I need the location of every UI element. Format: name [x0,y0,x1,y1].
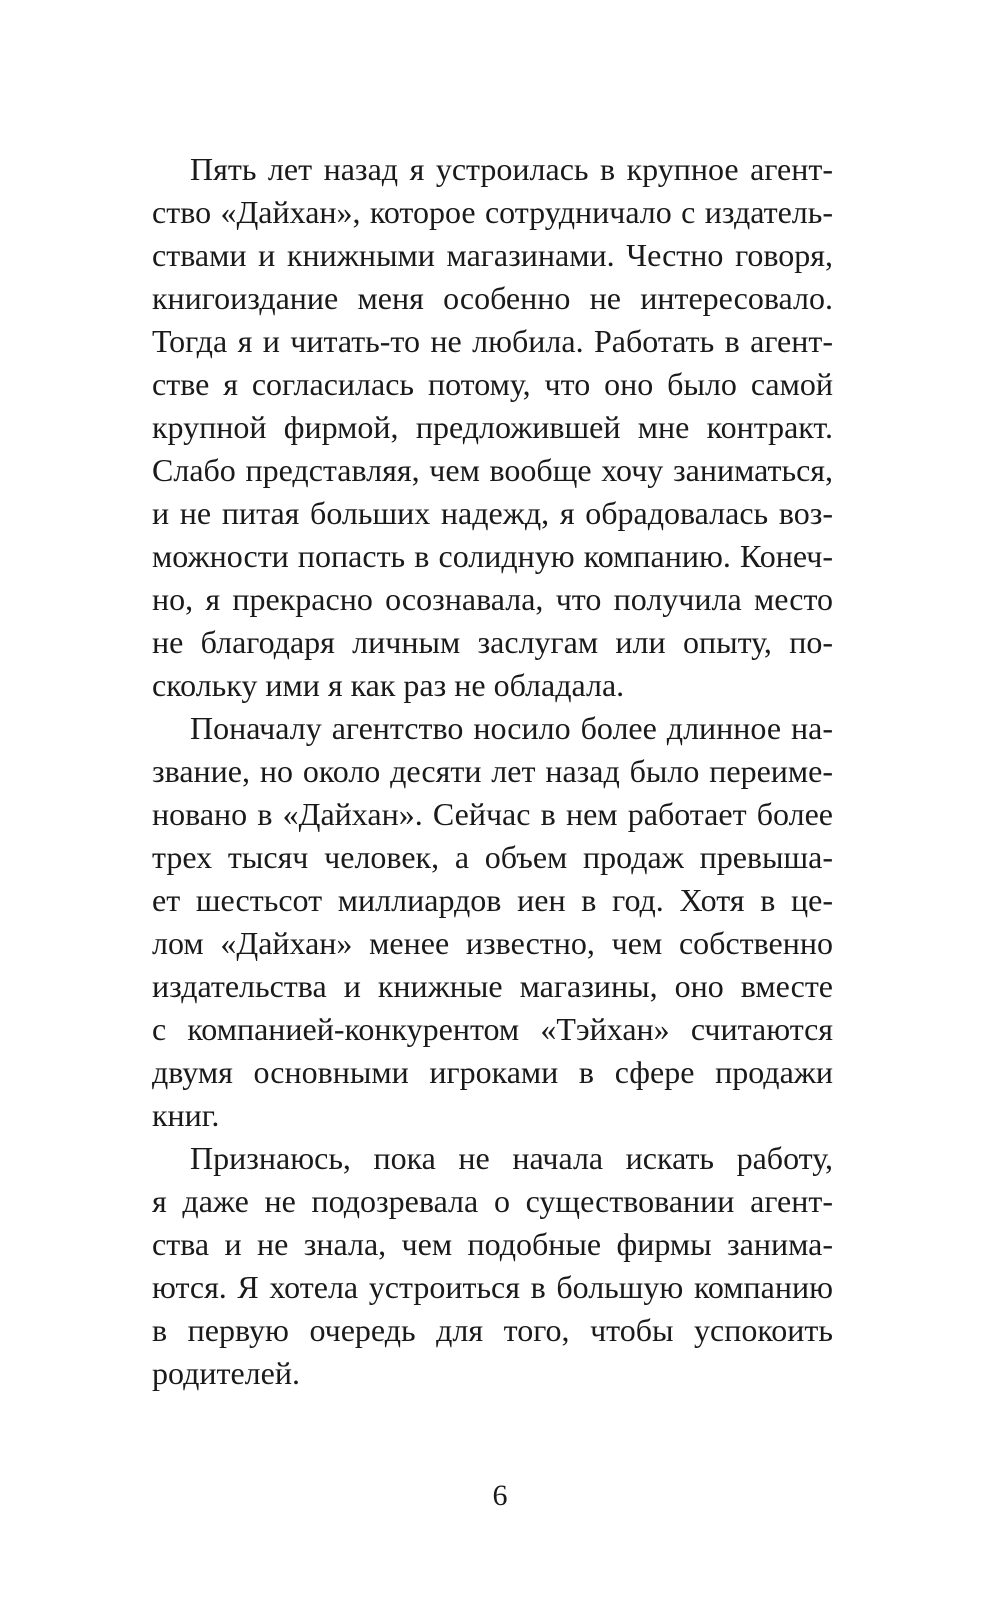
text-line: двумя основными игроками в сфере продажи [152,1054,833,1090]
page-number: 6 [492,1479,508,1512]
text-line: стве я согласилась потому, что оно было самой [152,366,833,402]
text-line: книгоиздание меня особенно не интересовало. [152,280,833,316]
text-line: книг. [152,1097,220,1133]
text-line: с компанией-конкурентом «Тэйхан» считаются [152,1011,833,1047]
text-line: издательства и книжные магазины, оно вместе [152,968,833,1004]
paragraph-2 [152,707,833,1137]
text-line: лом «Дайхан» менее известно, чем собственно [152,925,833,961]
text-line: Поначалу агентство носило более длинное на- [190,710,833,746]
text-line: крупной фирмой, предложившей мне контракт. [152,409,833,445]
text-line: ет шестьсот миллиардов иен в год. Хотя в це- [152,882,833,918]
text-line: я даже не подозревала о существовании агент- [152,1183,833,1219]
text-line: родителей. [152,1355,300,1391]
text-line: ствами и книжными магазинами. Честно говоря, [152,237,833,273]
text-line: ство «Дайхан», которое сотрудничало с издатель- [152,194,833,230]
text-line: можности попасть в солидную компанию. Конеч- [152,538,833,574]
text-line: Тогда я и читать-то не любила. Работать в агент- [152,323,833,359]
text-line: Признаюсь, пока не начала искать работу, [190,1140,833,1176]
paragraph-3 [152,1137,833,1395]
text-line: звание, но около десяти лет назад было переиме- [152,753,833,789]
text-line: трех тысяч человек, а объем продаж превыша- [152,839,833,875]
text-line: ства и не знала, чем подобные фирмы занима- [152,1226,833,1262]
body-text [152,148,833,1395]
text-line: Слабо представляя, чем вообще хочу заниматься, [152,452,833,488]
text-line: но, я прекрасно осознавала, что получила место [152,581,833,617]
text-line: не благодаря личным заслугам или опыту, по- [152,624,833,660]
text-line: скольку ими я как раз не обладала. [152,667,625,703]
text-line: ются. Я хотела устроиться в большую компанию [152,1269,833,1305]
text-line: Пять лет назад я устроилась в крупное агент- [190,151,833,187]
paragraph-1 [152,148,833,707]
text-line: в первую очередь для того, чтобы успокоить [152,1312,833,1348]
text-line: и не питая больших надежд, я обрадовалась воз- [152,495,833,531]
text-line: новано в «Дайхан». Сейчас в нем работает более [152,796,833,832]
